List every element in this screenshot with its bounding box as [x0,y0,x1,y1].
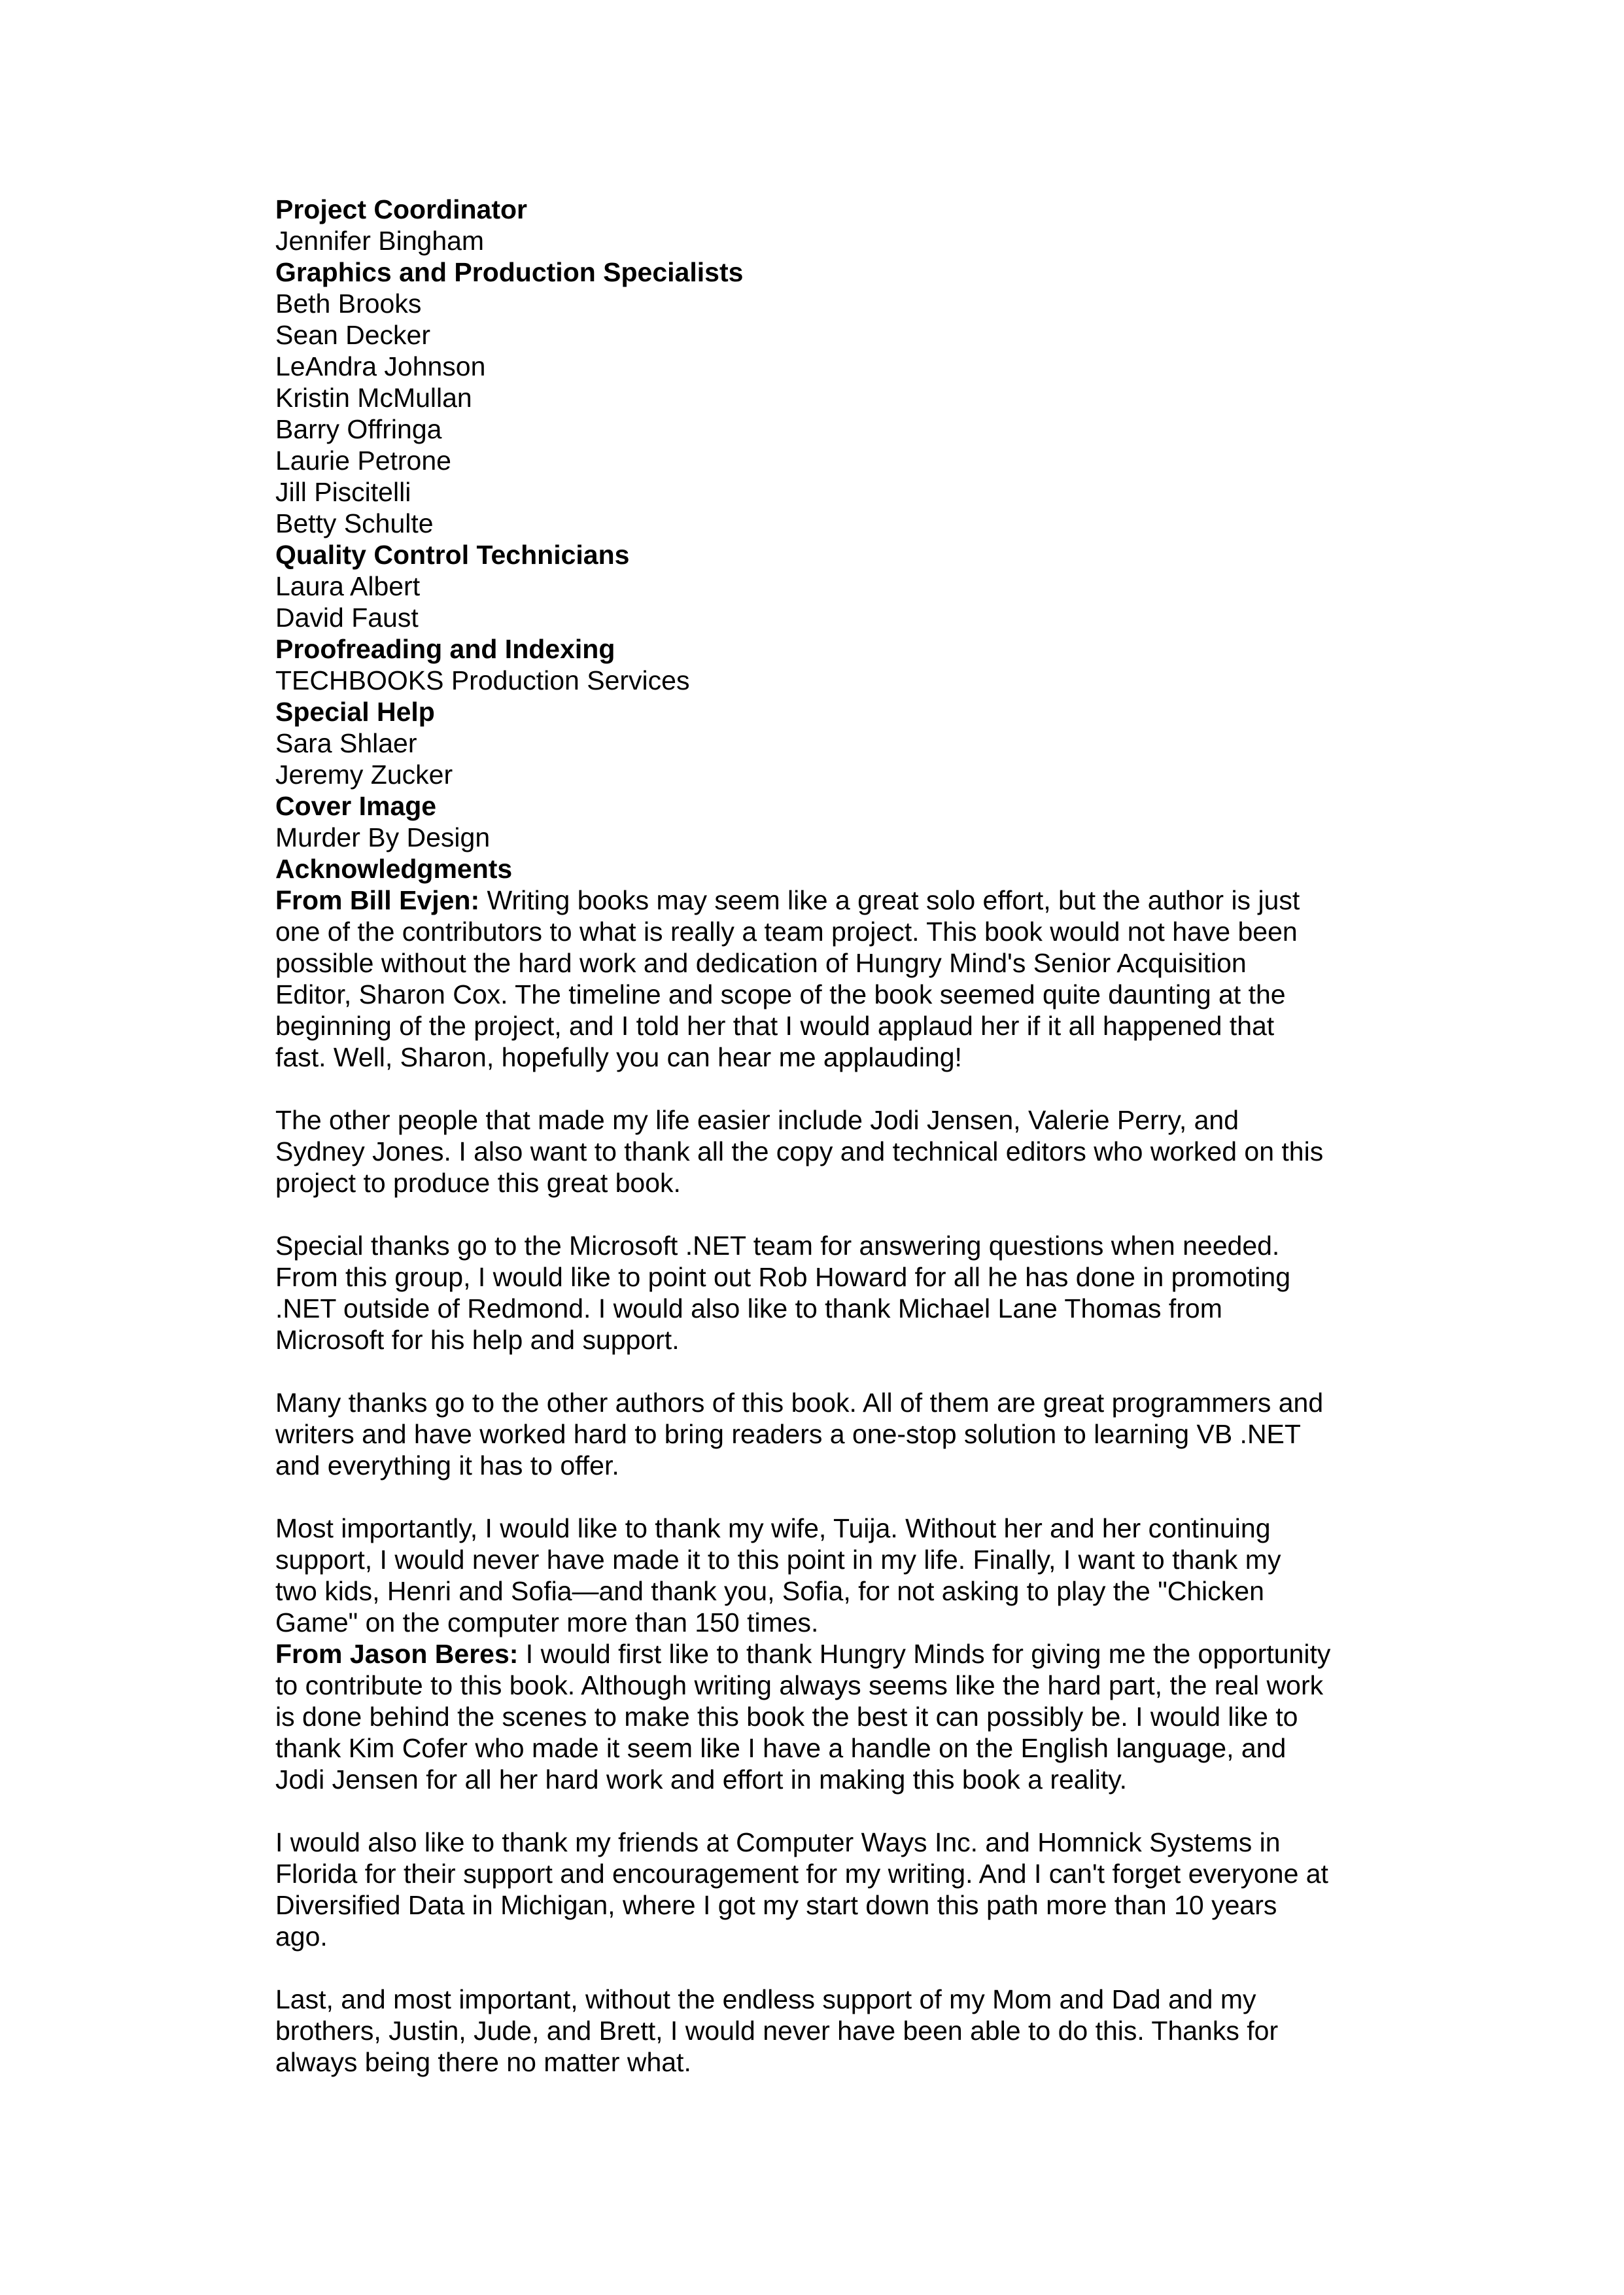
ack-line: brothers, Justin, Jude, and Brett, I would never have been able to do this. Thanks for [275,2016,1279,2046]
ack-line: two kids, Henri and Sofia—and thank you, Sofia, for not asking to play the "Chicken [275,1576,1264,1606]
credit-name: Laura Albert [275,571,421,601]
section-heading-proofreading: Proofreading and Indexing [275,634,615,664]
ack-line: Jodi Jensen for all her hard work and effort in making this book a reality. [275,1764,1128,1795]
ack-line: possible without the hard work and dedication of Hungry Mind's Senior Acquisition [275,948,1247,978]
ack-line: Most importantly, I would like to thank my wife, Tuija. Without her and her continuing [275,1513,1271,1543]
ack-line: Diversified Data in Michigan, where I got my start down this path more than 10 years [275,1890,1277,1920]
section-heading-project-coordinator: Project Coordinator [275,194,527,224]
ack-line: is done behind the scenes to make this book the best it can possibly be. I would like to [275,1702,1298,1732]
section-heading-graphics: Graphics and Production Specialists [275,257,744,287]
paragraph-gap [275,1356,1361,1387]
ack-line: thank Kim Cofer who made it seem like I have a handle on the English language, and [275,1733,1287,1763]
ack-line: beginning of the project, and I told her that I would applaud her if it all happened that [275,1011,1275,1041]
ack-line: Sydney Jones. I also want to thank all the copy and technical editors who worked on this [275,1136,1324,1166]
ack-line: I would also like to thank my friends at Computer Ways Inc. and Homnick Systems in [275,1827,1281,1857]
ack-line: Many thanks go to the other authors of this book. All of them are great programmers and [275,1388,1324,1418]
ack-lead-bill: From Bill Evjen: [275,885,480,915]
ack-text: Writing books may seem like a great solo effort, but the author is just [479,885,1300,915]
credit-name: LeAndra Johnson [275,351,486,381]
ack-line: to contribute to this book. Although writing always seems like the hard part, the real work [275,1670,1324,1700]
ack-line: fast. Well, Sharon, hopefully you can hear me applauding! [275,1042,962,1072]
paragraph-gap [275,1073,1361,1104]
ack-line: Last, and most important, without the endless support of my Mom and Dad and my [275,1984,1256,2014]
ack-line: project to produce this great book. [275,1168,681,1198]
credit-name: Kristin McMullan [275,383,472,413]
ack-line: .NET outside of Redmond. I would also like to thank Michael Lane Thomas from [275,1293,1222,1323]
ack-line: The other people that made my life easier include Jodi Jensen, Valerie Perry, and [275,1105,1239,1135]
section-heading-special-help: Special Help [275,697,435,727]
credit-name: David Faust [275,603,419,633]
paragraph-gap [275,1952,1361,1984]
ack-line: Microsoft for his help and support. [275,1325,680,1355]
credit-name: Sean Decker [275,320,431,350]
ack-jason-line [275,1638,1361,1670]
ack-line: Editor, Sharon Cox. The timeline and scope of the book seemed quite daunting at the [275,979,1286,1009]
ack-line: ago. [275,1921,328,1952]
credit-name: Beth Brooks [275,289,422,319]
ack-line: support, I would never have made it to this point in my life. Finally, I want to thank my [275,1545,1281,1575]
credit-name: Barry Offringa [275,414,442,444]
credit-name: Jill Piscitelli [275,477,411,507]
credit-name: TECHBOOKS Production Services [275,665,690,695]
paragraph-gap [275,1199,1361,1230]
ack-lead-jason: From Jason Beres: [275,1639,519,1669]
ack-line: and everything it has to offer. [275,1450,619,1480]
credit-name: Jeremy Zucker [275,760,453,790]
credit-name: Sara Shlaer [275,728,417,758]
section-heading-quality-control: Quality Control Technicians [275,540,630,570]
section-heading-cover-image: Cover Image [275,791,437,821]
credit-name: Jennifer Bingham [275,226,485,256]
ack-line: Game" on the computer more than 150 times. [275,1607,819,1638]
paragraph-gap [275,1481,1361,1513]
ack-bill-line [275,885,1361,916]
ack-line: From this group, I would like to point out Rob Howard for all he has done in promoting [275,1262,1290,1292]
ack-line: Special thanks go to the Microsoft .NET team for answering questions when needed. [275,1231,1280,1261]
document-page [275,194,1361,2078]
section-heading-acknowledgments: Acknowledgments [275,854,513,884]
ack-line: writers and have worked hard to bring readers a one-stop solution to learning VB .NET [275,1419,1301,1449]
ack-text: I would first like to thank Hungry Minds for giving me the opportunity [518,1639,1331,1669]
credit-name: Betty Schulte [275,508,434,538]
credit-name: Murder By Design [275,822,491,852]
credit-name: Laurie Petrone [275,446,451,476]
ack-line: Florida for their support and encouragement for my writing. And I can't forget everyone at [275,1859,1328,1889]
paragraph-gap [275,1795,1361,1827]
ack-line: one of the contributors to what is really a team project. This book would not have been [275,917,1298,947]
ack-line: always being there no matter what. [275,2047,691,2077]
